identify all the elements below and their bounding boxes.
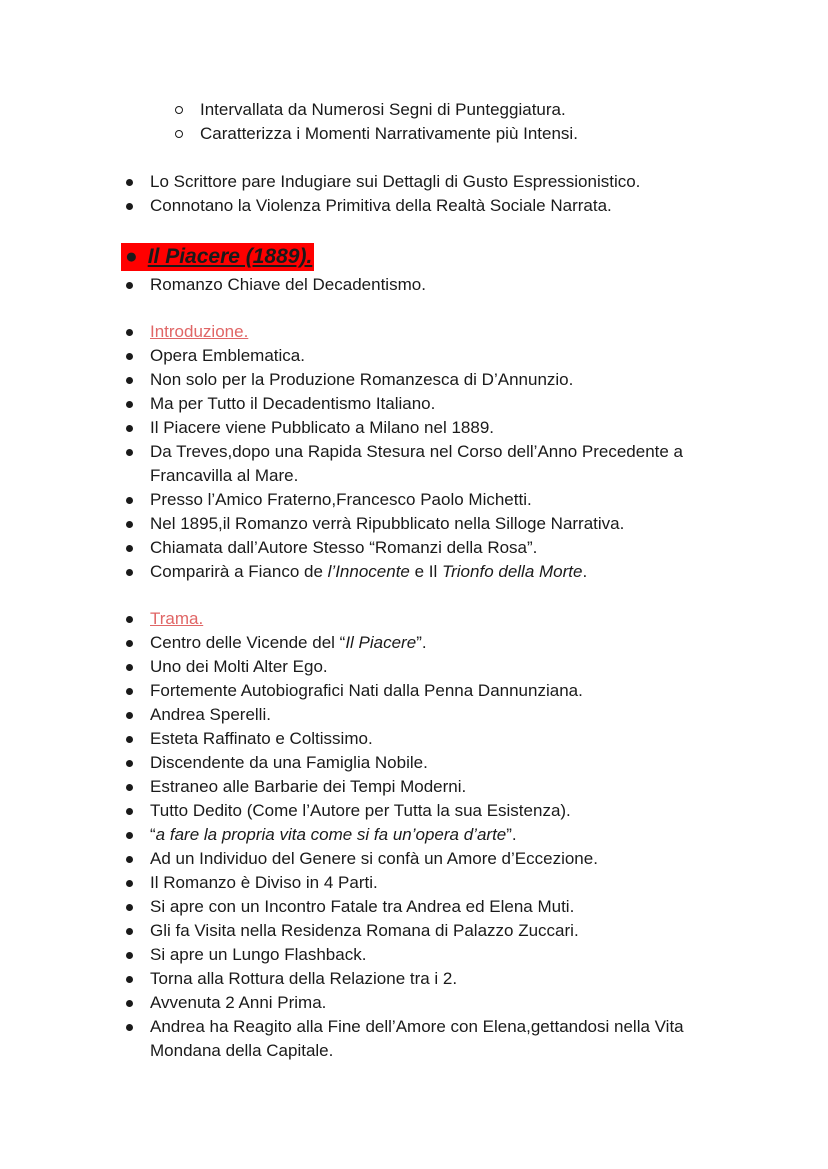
list-item: Fortemente Autobiografici Nati dalla Penna Dannunziana.	[0, 679, 828, 703]
sub-list-item: Intervallata da Numerosi Segni di Punteggiatura.	[0, 98, 828, 122]
text-run: .	[582, 562, 588, 581]
list-item: Non solo per la Produzione Romanzesca di D’Annunzio.	[0, 368, 828, 392]
list-item	[0, 560, 828, 584]
highlighted-heading	[121, 243, 314, 271]
text-run: Comparirà a Fianco de	[150, 562, 328, 581]
text-run: ”.	[416, 633, 427, 652]
section-heading	[0, 243, 828, 272]
text-run: e Il	[409, 562, 442, 581]
list-item: Romanzo Chiave del Decadentismo.	[0, 273, 828, 297]
list-item: Lo Scrittore pare Indugiare sui Dettagli di Gusto Espressionistico.	[0, 170, 828, 194]
list-item: Il Romanzo è Diviso in 4 Parti.	[0, 871, 828, 895]
list-item: Connotano la Violenza Primitiva della Realtà Sociale Narrata.	[0, 194, 828, 218]
trama-title-text: Trama.	[150, 609, 204, 628]
list-item: Nel 1895,il Romanzo verrà Ripubblicato nella Silloge Narrativa.	[0, 512, 828, 536]
list-item: Torna alla Rottura della Relazione tra i 2.	[0, 967, 828, 991]
list-item: Si apre un Lungo Flashback.	[0, 943, 828, 967]
trama-list	[0, 607, 828, 1063]
list-item: Avvenuta 2 Anni Prima.	[0, 991, 828, 1015]
list-item	[0, 631, 828, 655]
heading-text: Il Piacere (1889).	[147, 245, 313, 268]
bullet-icon: ●	[125, 245, 138, 268]
italic-text: Il Piacere	[345, 633, 417, 652]
list-item: Da Treves,dopo una Rapida Stesura nel Corso dell’Anno Precedente a Francavilla al Mare.	[0, 440, 828, 488]
list-item: Presso l’Amico Fraterno,Francesco Paolo Michetti.	[0, 488, 828, 512]
sub-list-item: Caratterizza i Momenti Narrativamente più Intensi.	[0, 122, 828, 146]
list-item: Uno dei Molti Alter Ego.	[0, 655, 828, 679]
list-item: Andrea Sperelli.	[0, 703, 828, 727]
list-item: Discendente da una Famiglia Nobile.	[0, 751, 828, 775]
list-item: Gli fa Visita nella Residenza Romana di Palazzo Zuccari.	[0, 919, 828, 943]
text-run: Centro delle Vicende del “	[150, 633, 346, 652]
list-item: Andrea ha Reagito alla Fine dell’Amore con Elena,gettandosi nella Vita Mondana della Capitale.	[0, 1015, 828, 1063]
list-item: Tutto Dedito (Come l’Autore per Tutta la sua Esistenza).	[0, 799, 828, 823]
italic-text: l’Innocente	[327, 562, 410, 581]
list-item	[0, 823, 828, 847]
trama-section-title	[0, 607, 828, 631]
text-run: ”.	[506, 825, 517, 844]
list-item: Ma per Tutto il Decadentismo Italiano.	[0, 392, 828, 416]
intro-section-title	[0, 320, 828, 344]
text-run: “	[150, 825, 156, 844]
list-item: Esteta Raffinato e Coltissimo.	[0, 727, 828, 751]
list-item: Estraneo alle Barbarie dei Tempi Moderni.	[0, 775, 828, 799]
list-item: Opera Emblematica.	[0, 344, 828, 368]
italic-text: Trionfo della Morte	[442, 562, 583, 581]
sub-bullet-list	[0, 98, 828, 146]
italic-text: a fare la propria vita come si fa un’opera d’arte	[155, 825, 507, 844]
list-item: Chiamata dall’Autore Stesso “Romanzi della Rosa”.	[0, 536, 828, 560]
list-item: Si apre con un Incontro Fatale tra Andrea ed Elena Muti.	[0, 895, 828, 919]
intro-list	[0, 320, 828, 584]
bullet-list	[0, 170, 828, 218]
list-item: Il Piacere viene Pubblicato a Milano nel 1889.	[0, 416, 828, 440]
list-item: Ad un Individuo del Genere si confà un Amore d’Eccezione.	[0, 847, 828, 871]
heading-bullet-list	[0, 273, 828, 297]
intro-title-text: Introduzione.	[150, 322, 249, 341]
